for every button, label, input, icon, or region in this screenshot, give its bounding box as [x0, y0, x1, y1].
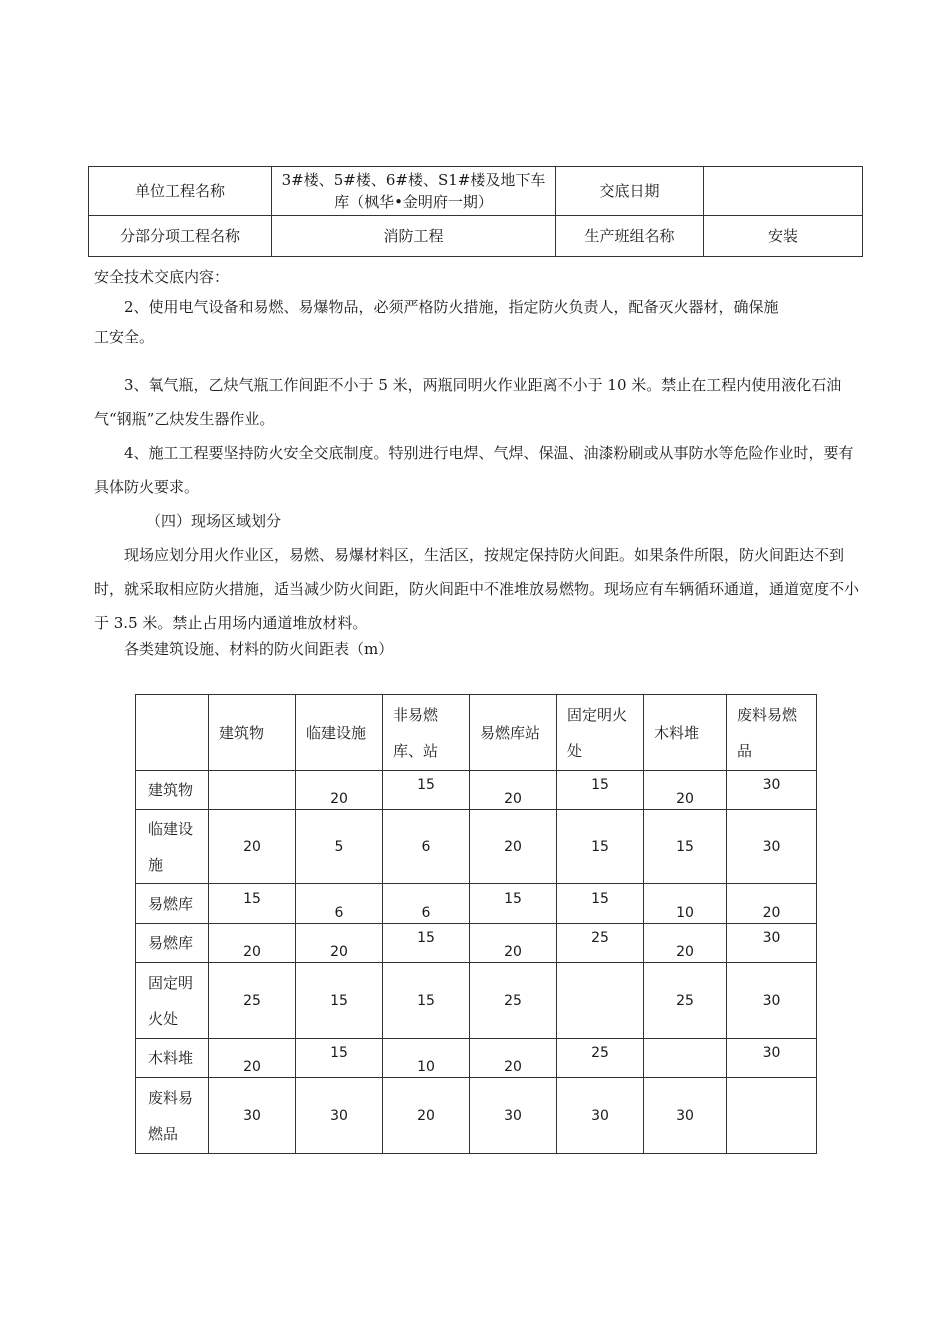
table-cell [557, 963, 644, 1039]
table-cell: 20 [296, 924, 383, 963]
table-cell: 25 [644, 963, 727, 1039]
table-cell: 15 [383, 771, 470, 810]
row-header: 建筑物 [136, 771, 209, 810]
header-row-unit [89, 167, 863, 216]
unit-value-line2: 库（枫华•金明府一期） [334, 193, 493, 211]
table-row [136, 1039, 817, 1078]
table-row [136, 963, 817, 1039]
table-cell: 30 [296, 1078, 383, 1154]
table-cell: 20 [296, 771, 383, 810]
unit-label: 单位工程名称 [89, 167, 272, 216]
table-cell: 20 [470, 771, 557, 810]
table-cell: 30 [557, 1078, 644, 1154]
table-cell: 15 [296, 963, 383, 1039]
table-cell: 6 [383, 884, 470, 924]
table-row [136, 1078, 817, 1154]
table-cell: 30 [727, 771, 817, 810]
date-label: 交底日期 [556, 167, 704, 216]
table-cell: 30 [727, 810, 817, 884]
table-cell: 25 [470, 963, 557, 1039]
table-cell: 10 [383, 1039, 470, 1078]
table-cell: 15 [644, 810, 727, 884]
unit-value [272, 167, 556, 216]
table-cell: 15 [557, 884, 644, 924]
table-cell: 20 [209, 924, 296, 963]
table-cell: 15 [557, 771, 644, 810]
table-cell: 25 [557, 924, 644, 963]
row-header: 固定明火处 [136, 963, 209, 1039]
table-row [136, 884, 817, 924]
table-row [136, 924, 817, 963]
table-cell: 20 [383, 1078, 470, 1154]
paragraph-2-line1: 2、使用电气设备和易燃、易爆物品，必须严格防火措施，指定防火负责人，配备灭火器材，确保施 [124, 298, 779, 316]
table-cell: 30 [727, 963, 817, 1039]
table-cell: 20 [470, 924, 557, 963]
col-header: 固定明火处 [557, 695, 644, 771]
header-row-sub [89, 216, 863, 257]
table-cell: 30 [727, 924, 817, 963]
paragraph-2 [94, 290, 862, 350]
table-cell: 20 [470, 1039, 557, 1078]
table-cell: 25 [209, 963, 296, 1039]
intro-label: 安全技术交底内容： [94, 268, 230, 286]
table-cell: 10 [644, 884, 727, 924]
header-table [88, 166, 863, 257]
table-cell: 20 [644, 771, 727, 810]
row-header: 木料堆 [136, 1039, 209, 1078]
row-header: 易燃库 [136, 884, 209, 924]
col-header: 废料易燃品 [727, 695, 817, 771]
sub-label: 分部分项工程名称 [89, 216, 272, 257]
table-cell: 20 [727, 884, 817, 924]
row-header: 废料易燃品 [136, 1078, 209, 1154]
col-header: 易燃库站 [470, 695, 557, 771]
table-cell [209, 771, 296, 810]
table-cell: 15 [383, 963, 470, 1039]
fire-distance-table [135, 694, 817, 1154]
table-cell [644, 1039, 727, 1078]
table-cell: 30 [644, 1078, 727, 1154]
table-cell: 20 [470, 810, 557, 884]
col-header: 非易燃库、站 [383, 695, 470, 771]
table-cell: 15 [383, 924, 470, 963]
team-label: 生产班组名称 [556, 216, 704, 257]
row-header: 易燃库 [136, 924, 209, 963]
table-cell: 30 [209, 1078, 296, 1154]
row-header: 临建设施 [136, 810, 209, 884]
table-cell: 20 [644, 924, 727, 963]
table-cell: 20 [209, 810, 296, 884]
table-cell: 30 [727, 1039, 817, 1078]
section-heading-4: （四）现场区域划分 [146, 512, 282, 530]
table-cell: 15 [209, 884, 296, 924]
unit-value-line1: 3#楼、5#楼、6#楼、S1#楼及地下车 [281, 171, 546, 189]
sub-value: 消防工程 [272, 216, 556, 257]
paragraph-5: 现场应划分用火作业区，易燃、易爆材料区，生活区，按规定保持防火间距。如果条件所限，防火间距达不到时，就采取相应防火措施，适当减少防火间距，防火间距中不准堆放易燃物。现场应有车辆循环通道，通道宽度不小于 3.5 米。禁止占用场内通道堆放材料。 [94, 546, 860, 632]
date-value [704, 167, 863, 216]
table-cell: 30 [470, 1078, 557, 1154]
table-cell: 6 [296, 884, 383, 924]
table-caption: 各类建筑设施、材料的防火间距表（m） [124, 640, 394, 658]
col-header: 临建设施 [296, 695, 383, 771]
table-cell [727, 1078, 817, 1154]
team-value: 安装 [704, 216, 863, 257]
table-row [136, 810, 817, 884]
table-cell: 15 [470, 884, 557, 924]
paragraph-3: 3、氧气瓶，乙炔气瓶工作间距不小于 5 米，两瓶同明火作业距离不小于 10 米。禁止在工程内使用液化石油气“钢瓶”乙炔发生器作业。 [94, 376, 842, 428]
col-header: 建筑物 [209, 695, 296, 771]
paragraph-4: 4、施工工程要坚持防火安全交底制度。特别进行电焊、气焊、保温、油漆粉刷或从事防水等危险作业时，要有具体防火要求。 [94, 444, 854, 496]
table-row [136, 771, 817, 810]
col-header: 木料堆 [644, 695, 727, 771]
table-cell: 20 [209, 1039, 296, 1078]
table-cell: 6 [383, 810, 470, 884]
corner-cell [136, 695, 209, 771]
paragraph-2-line2: 工安全。 [94, 328, 155, 346]
table-cell: 25 [557, 1039, 644, 1078]
table-cell: 5 [296, 810, 383, 884]
table-cell: 15 [557, 810, 644, 884]
fire-table-header-row [136, 695, 817, 771]
table-cell: 15 [296, 1039, 383, 1078]
